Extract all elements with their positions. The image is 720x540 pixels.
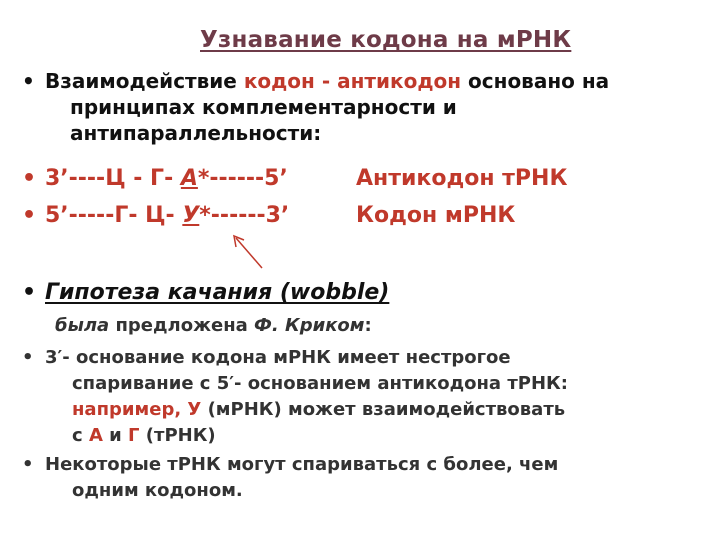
- term-codon: кодон: [243, 69, 315, 93]
- text-line: одним кодоном.: [72, 480, 243, 501]
- slide-title: Узнавание кодона на мРНК: [200, 27, 572, 53]
- hypothesis-text: Гипотеза качания (wobble): [45, 280, 390, 305]
- author-name: Ф. Криком: [254, 315, 365, 336]
- wobble-base: А: [180, 166, 198, 191]
- text-segment: была: [55, 315, 110, 336]
- bullet-dot: •: [22, 280, 37, 305]
- bullet-dot: •: [22, 347, 34, 368]
- bullet-multiple-codons: [22, 452, 715, 504]
- term-anticodon: антикодон: [337, 69, 462, 93]
- text-segment: с: [72, 425, 89, 446]
- bullet-dot: •: [22, 454, 34, 475]
- text-segment: и: [102, 425, 129, 446]
- text-segment: :: [364, 315, 372, 336]
- text-line: 3′- основание кодона мРНК имеет нестрогое: [45, 347, 511, 368]
- anticodon-label: Антикодон тРНК: [356, 166, 568, 191]
- example-text: например, У: [72, 399, 202, 420]
- sequence-part: 3’----Ц - Г-: [45, 166, 181, 191]
- codon-label: Кодон мРНК: [356, 203, 516, 228]
- text-line: спаривание с 5′- основанием антикодона тРНК:: [72, 373, 568, 394]
- text-segment: предложена: [109, 315, 255, 336]
- hypothesis-heading: [22, 280, 390, 305]
- hypothesis-author: [55, 315, 372, 336]
- sequence-part: *------3’: [199, 203, 290, 228]
- base-g: Г: [128, 425, 140, 446]
- arrow-icon: [228, 230, 268, 272]
- codon-sequence: [22, 203, 290, 228]
- anticodon-sequence: [22, 166, 288, 191]
- bullet-complementarity: [22, 68, 715, 146]
- sequence-part: *------5’: [197, 166, 288, 191]
- sequence-part: 5’-----Г- Ц-: [45, 203, 183, 228]
- text-segment: Взаимодействие: [45, 69, 244, 93]
- text-segment: (мРНК) может взаимодействовать: [201, 399, 566, 420]
- wobble-base: У: [182, 203, 200, 228]
- base-a: А: [88, 425, 103, 446]
- bullet-wobble-pairing: [22, 345, 715, 449]
- bullet-dot: •: [22, 203, 37, 228]
- text-segment: основано на: [461, 69, 610, 93]
- text-line: Некоторые тРНК могут спариваться с более, чем: [45, 454, 559, 475]
- text-line: антипараллельности:: [70, 121, 322, 145]
- text-line: принципах комплементарности и: [70, 95, 457, 119]
- bullet-dot: •: [22, 69, 35, 93]
- bullet-dot: •: [22, 166, 37, 191]
- text-segment: -: [314, 69, 338, 93]
- text-segment: (тРНК): [139, 425, 216, 446]
